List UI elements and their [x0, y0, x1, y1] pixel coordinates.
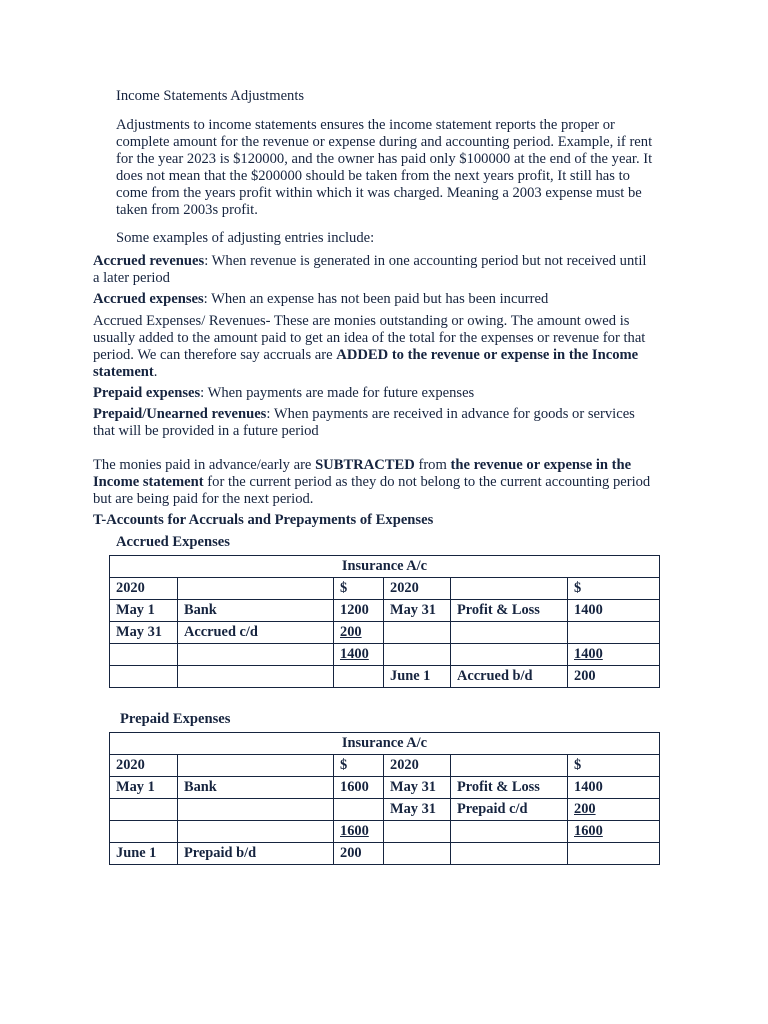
table-cell — [110, 644, 178, 666]
table-cell: 1400 — [568, 777, 660, 799]
table-cell: 200 — [334, 843, 384, 865]
accruals-note — [93, 313, 656, 381]
table-cell: Bank — [178, 777, 334, 799]
accruals-note-bold: ADDED to the revenue or expense in the Income statement — [93, 347, 639, 380]
table-cell — [178, 578, 334, 600]
table-cell — [178, 644, 334, 666]
accrued-insurance-account-table — [109, 555, 660, 688]
prepaid-expenses-item — [93, 385, 656, 402]
table-cell — [384, 644, 451, 666]
prepaid-revenues-term: Prepaid/Unearned revenues — [93, 406, 267, 422]
table-cell — [451, 644, 568, 666]
table-cell: May 1 — [110, 777, 178, 799]
table-cell — [334, 622, 384, 644]
table-cell: Prepaid b/d — [178, 843, 334, 865]
table-row — [110, 644, 660, 666]
table-cell — [451, 755, 568, 777]
table-cell: $ — [568, 578, 660, 600]
table-cell: May 31 — [384, 799, 451, 821]
accrued-revenues-item — [93, 253, 656, 287]
account-title-row — [110, 556, 660, 578]
table-cell: 2020 — [384, 755, 451, 777]
cell-value: 200 — [340, 624, 362, 640]
table-cell: June 1 — [384, 666, 451, 688]
accrued-expenses-heading: Accrued Expenses — [116, 534, 230, 550]
accruals-note-end: . — [153, 364, 158, 380]
table-cell: May 1 — [110, 600, 178, 622]
account-title-row — [110, 733, 660, 755]
account-title: Insurance A/c — [110, 556, 660, 578]
prepayments-note-bold2: the revenue or expense in the Income statement — [93, 457, 632, 490]
examples-intro: Some examples of adjusting entries include: — [116, 230, 375, 246]
table-cell — [384, 843, 451, 865]
table-cell — [110, 666, 178, 688]
cell-value: 1600 — [574, 823, 603, 839]
table-cell: May 31 — [384, 777, 451, 799]
table-cell — [568, 622, 660, 644]
document-title: Income Statements Adjustments — [116, 88, 305, 104]
table-cell: 2020 — [110, 578, 178, 600]
table-cell: 2020 — [384, 578, 451, 600]
taccounts-heading: T-Accounts for Accruals and Prepayments of Expenses — [93, 512, 434, 528]
prepayments-note-bold1: SUBTRACTED — [315, 457, 415, 473]
prepayments-note-part2: from — [414, 457, 451, 473]
table-row — [110, 622, 660, 644]
accruals-note-text: Accrued Expenses/ Revenues- These are monies outstanding or owing. The amount owed is usually added to the amount paid to get an idea of the total for the expenses or revenue for that period. We can therefore say accruals are — [93, 313, 646, 363]
table-cell — [451, 578, 568, 600]
table-cell — [334, 821, 384, 843]
table-row — [110, 799, 660, 821]
cell-value: 1400 — [574, 646, 603, 662]
table-cell — [334, 644, 384, 666]
table-cell: May 31 — [110, 622, 178, 644]
cell-value: 1400 — [340, 646, 369, 662]
table-cell: Profit & Loss — [451, 600, 568, 622]
prepaid-expenses-text: : When payments are made for future expenses — [200, 385, 475, 401]
prepaid-expenses-heading: Prepaid Expenses — [120, 711, 231, 727]
table-row — [110, 843, 660, 865]
table-cell: Profit & Loss — [451, 777, 568, 799]
prepayments-note-part1: The monies paid in advance/early are — [93, 457, 316, 473]
table-cell — [568, 799, 660, 821]
table-cell — [178, 666, 334, 688]
table-cell: Prepaid c/d — [451, 799, 568, 821]
accrued-expenses-text: : When an expense has not been paid but has been incurred — [203, 291, 549, 307]
table-cell — [568, 644, 660, 666]
accrued-expenses-term: Accrued expenses — [93, 291, 204, 307]
table-cell: 1600 — [334, 777, 384, 799]
table-cell: May 31 — [384, 600, 451, 622]
table-cell: Accrued b/d — [451, 666, 568, 688]
prepaid-expenses-term: Prepaid expenses — [93, 385, 201, 401]
prepayments-note-part3: for the current period as they do not belong to the current accounting period but are being paid for the next period. — [93, 474, 651, 507]
table-row — [110, 755, 660, 777]
table-cell — [110, 821, 178, 843]
accrued-revenues-text: : When revenue is generated in one accounting period but not received until a later period — [93, 253, 647, 286]
table-row — [110, 578, 660, 600]
prepaid-revenues-item — [93, 406, 656, 440]
table-cell: Bank — [178, 600, 334, 622]
table-cell: $ — [334, 755, 384, 777]
cell-value: 200 — [574, 801, 596, 817]
table-cell: 1400 — [568, 600, 660, 622]
table-cell: 2020 — [110, 755, 178, 777]
table-cell — [568, 843, 660, 865]
account-title: Insurance A/c — [110, 733, 660, 755]
table-cell — [334, 666, 384, 688]
table-row — [110, 777, 660, 799]
table-cell: Accrued c/d — [178, 622, 334, 644]
table-cell — [178, 821, 334, 843]
table-row — [110, 821, 660, 843]
prepayments-note — [93, 457, 656, 508]
accrued-revenues-term: Accrued revenues — [93, 253, 205, 269]
table-cell — [110, 799, 178, 821]
table-cell — [568, 821, 660, 843]
table-cell: $ — [334, 578, 384, 600]
table-cell — [451, 821, 568, 843]
table-cell — [178, 799, 334, 821]
table-cell — [178, 755, 334, 777]
prepaid-insurance-account-table — [109, 732, 660, 865]
table-cell: 1200 — [334, 600, 384, 622]
table-row — [110, 666, 660, 688]
cell-value: 1600 — [340, 823, 369, 839]
accrued-expenses-item — [93, 291, 656, 308]
table-cell — [451, 843, 568, 865]
intro-paragraph: Adjustments to income statements ensures the income statement reports the proper or complete amount for the revenue or expense during and accounting period. Example, if rent for the year 2023 is $120000, and the owner has paid only $100000 at the end of the year. It does not mean that the $200000 should be taken from the next years profit, It still has to come from the years profit within which it was charged. Meaning a 2003 expense must be taken from 2003s profit. — [116, 117, 653, 218]
table-row — [110, 600, 660, 622]
prepaid-revenues-text: : When payments are received in advance for goods or services that will be provided in a future period — [93, 406, 635, 439]
table-cell: 200 — [568, 666, 660, 688]
table-cell: $ — [568, 755, 660, 777]
table-cell — [451, 622, 568, 644]
table-cell — [334, 799, 384, 821]
table-cell — [384, 622, 451, 644]
table-cell: June 1 — [110, 843, 178, 865]
table-cell — [384, 821, 451, 843]
